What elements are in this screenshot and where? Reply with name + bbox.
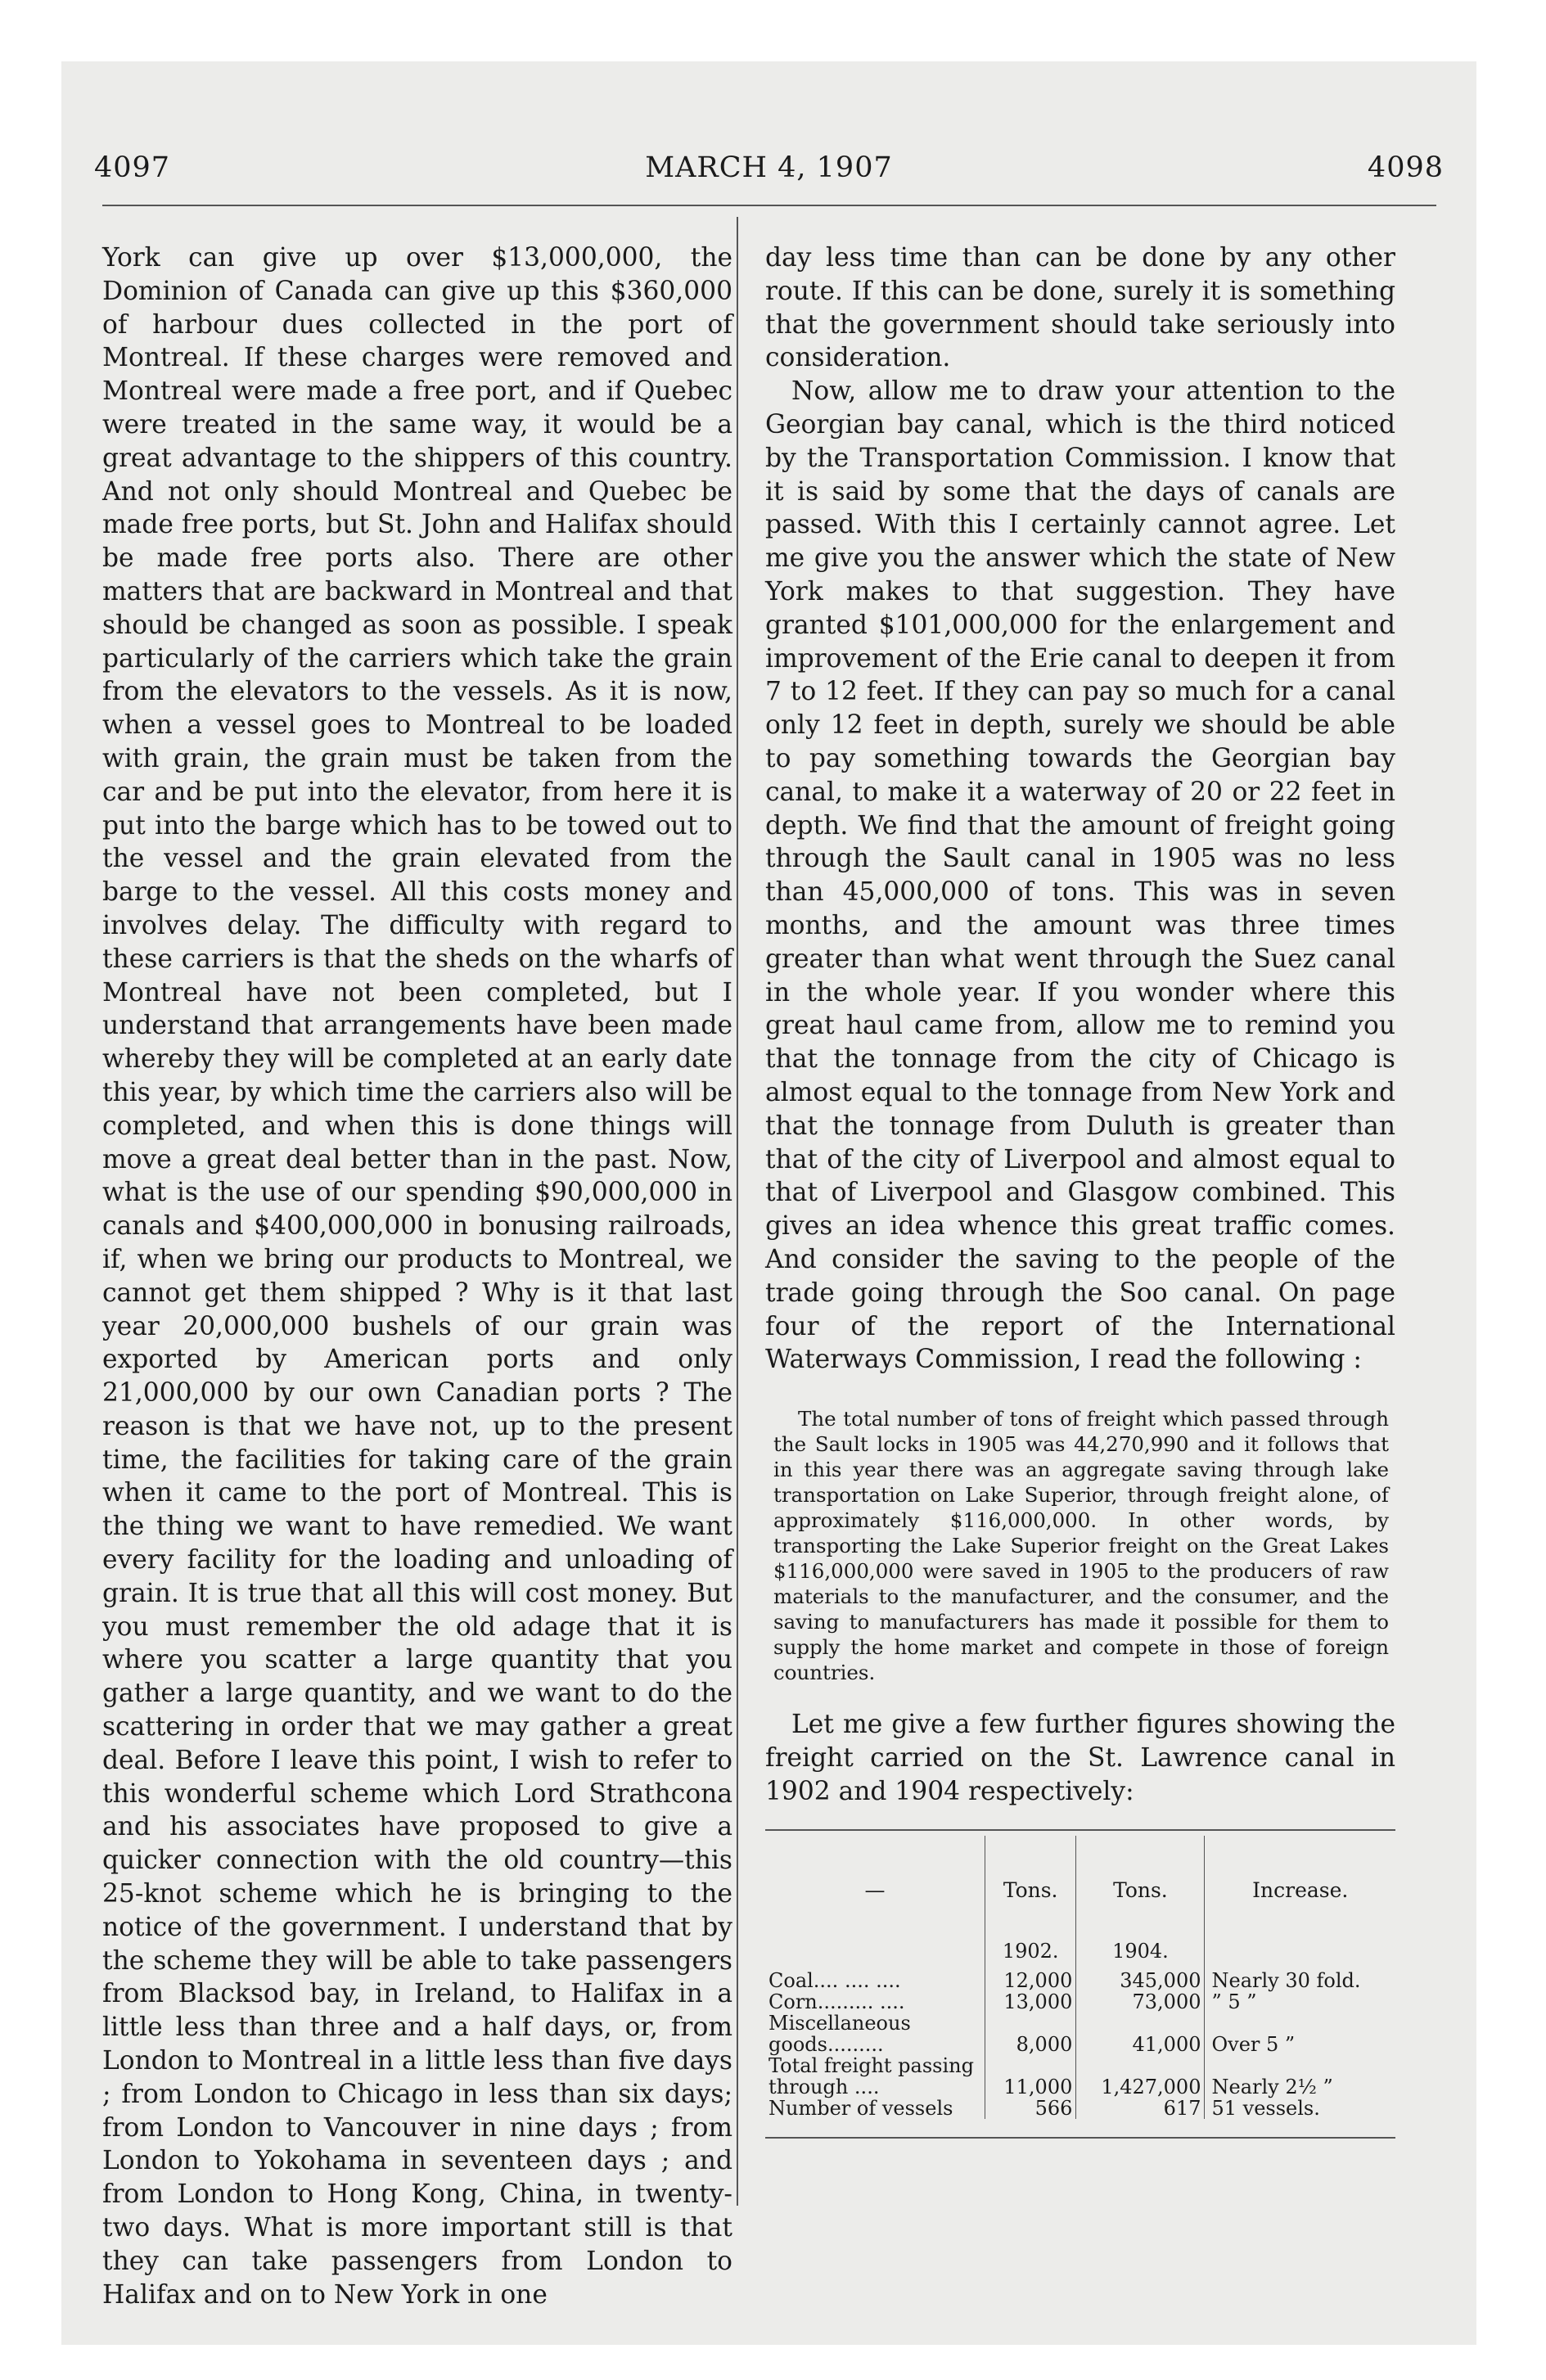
row-label: Coal.... .... .... — [768, 1969, 901, 1993]
header-cell: Increase. — [1205, 1836, 1395, 1934]
right-page-number: 4098 — [1367, 151, 1444, 184]
table-top-rule — [765, 1829, 1395, 1831]
left-paragraph: York can give up over $13,000,000, the Dominion of Canada can give up this $360,000 of harbour dues collected in the port of Montreal. If these charges were removed and Montreal were made a free port, and if Quebec were treated in the same way, it would be a great advantage to the shippers of this country. And not only should Montreal and Quebec be made free ports, but St. John and Halifax should be made free ports also. There are other matters that are backward in Montreal and that should be changed as soon as possible. I speak particularly of the carriers which take the grain from the elevators to the vessels. As it is now, when a vessel goes to Montreal to be loaded with grain, the grain must be taken from the car and be put into the elevator, from here it is put into the barge which has to be towed out to the vessel and the grain elevated from the barge to the vessel. All this costs money and involves delay. The difficulty with regard to these carriers is that the sheds on the wharfs of Montreal have not been completed, but I understand that arrangements have been made whereby they will be completed at an early date this year, by which time the carriers also will be completed, and when this is done things will move a great deal better than in the past. Now, what is the use of our spending $90,000,000 in canals and $400,000,000 in bonusing railroads, if, when we bring our products to Montreal, we cannot get them shipped ? Why is it that last year 20,000,000 bushels of our grain was exported by American ports and only 21,000,000 by our own Canadian ports ? The reason is that we have not, up to the present time, the facilities for taking care of the grain when it came to the port of Montreal. This is the thing we want to have remedied. We want every facility for the loading and unloading of grain. It is true that all this will cost money. But you must remember the old adage that it is where you scatter a large quantity that you gather a large quantity, and we want to do the scattering in order that we may gather a great deal. Before I leave this point, I wish to refer to this wonderful scheme which Lord Strathcona and his associates have proposed to give a quicker connection with the old country—this 25-knot scheme which he is bringing to the notice of the government. I understand that by the scheme they will be able to take passengers from Blacksod bay, in Ireland, to Halifax in a little less than three and a half days, or, from London to Montreal in a little less than five days ; from London to Chicago in less than six days; from London to Vancouver in nine days ; from London to Yokohama in seventeen days ; and from London to Hong Kong, China, in twenty-two days. What is more important still is that they can take passengers from London to Halifax and on to New York in one — [102, 243, 732, 2310]
row-label: Corn......... .... — [768, 1990, 905, 2014]
header-cell: — — [864, 1878, 886, 1903]
increase-cell: 51 vessels. — [1205, 2098, 1395, 2119]
value-1902: 13,000 — [985, 1991, 1076, 2013]
header-cell: Tons. — [985, 1836, 1076, 1934]
year-row — [765, 1934, 1395, 1970]
column-divider — [737, 217, 738, 2206]
table-row — [765, 1991, 1395, 2013]
left-page-number: 4097 — [94, 151, 171, 184]
page-date: MARCH 4, 1907 — [645, 151, 893, 184]
left-column — [102, 241, 732, 2311]
table-header-row — [765, 1836, 1395, 1934]
value-1904: 73,000 — [1076, 1991, 1205, 2013]
right-column — [765, 241, 1395, 2139]
block-quote: The total number of tons of freight which passed through the Sault locks in 1905 was 44,270,990 and it follows that in this year there was an aggregate saving through lake transportation on Lake Superior, through freight alone, of approximately $116,000,000. In other words, by transporting the Lake Superior freight on the Great Lakes $116,000,000 were saved in 1905 to the producers of raw materials to the manufacturer, and the consumer, and the saving to manufacturers has made it possible for them to supply the home market and compete in those of foreign countries. — [773, 1407, 1389, 1685]
header-rule — [102, 205, 1436, 206]
table-row — [765, 2055, 1395, 2098]
value-1904: 345,000 — [1076, 1970, 1205, 1991]
increase-cell: ” 5 ” — [1205, 1991, 1395, 2013]
table-bottom-rule — [765, 2137, 1395, 2139]
year-cell: 1902. — [985, 1934, 1076, 1970]
value-1902: 566 — [985, 2098, 1076, 2119]
table-row — [765, 1970, 1395, 1991]
freight-table — [765, 1836, 1395, 2119]
increase-cell: Nearly 2½ ” — [1205, 2055, 1395, 2098]
header-cell: Tons. — [1076, 1836, 1205, 1934]
year-cell: 1904. — [1076, 1934, 1205, 1970]
increase-cell: Nearly 30 fold. — [1205, 1970, 1395, 1991]
value-1904: 617 — [1076, 2098, 1205, 2119]
value-1902: 8,000 — [985, 2013, 1076, 2055]
value-1904: 41,000 — [1076, 2013, 1205, 2055]
value-1902: 11,000 — [985, 2055, 1076, 2098]
row-label: Total freight passing through .... — [768, 2054, 974, 2099]
table-intro: Let me give a few further figures showing the freight carried on the St. Lawrence canal in 1902 and 1904 respectively: — [765, 1710, 1395, 1806]
value-1904: 1,427,000 — [1076, 2055, 1205, 2098]
page — [61, 61, 1476, 2345]
value-1902: 12,000 — [985, 1970, 1076, 1991]
increase-cell: Over 5 ” — [1205, 2013, 1395, 2055]
right-paragraph: day less time than can be done by any other route. If this can be done, surely it is something that the government should take seriously into consideration. — [765, 243, 1395, 373]
table-row — [765, 2098, 1395, 2119]
table-row — [765, 2013, 1395, 2055]
right-paragraph: Now, allow me to draw your attention to the Georgian bay canal, which is the third noticed by the Transportation Commission. I know that it is said by some that the days of canals are passed. With this I certainly cannot agree. Let me give you the answer which the state of New York makes to that suggestion. They have granted $101,000,000 for the enlargement and improvement of the Erie canal to deepen it from 7 to 12 feet. If they can pay so much for a canal only 12 feet in depth, surely we should be able to pay something towards the Georgian bay canal, to make it a waterway of 20 or 22 feet in depth. We find that the amount of freight going through the Sault canal in 1905 was no less than 45,000,000 of tons. This was in seven months, and the amount was three times greater than what went through the Suez canal in the whole year. If you wonder where this great haul came from, allow me to remind you that the tonnage from the city of Chicago is almost equal to the tonnage from New York and that the tonnage from Duluth is greater than that of the city of Liverpool and almost equal to that of Liverpool and Glasgow combined. This gives an idea whence this great traffic comes. And consider the saving to the people of the trade going through the Soo canal. On page four of the report of the International Waterways Commission, I read the following : — [765, 376, 1395, 1375]
row-label: Number of vessels — [768, 2097, 953, 2121]
row-label: Miscellaneous goods......... — [768, 2012, 911, 2057]
